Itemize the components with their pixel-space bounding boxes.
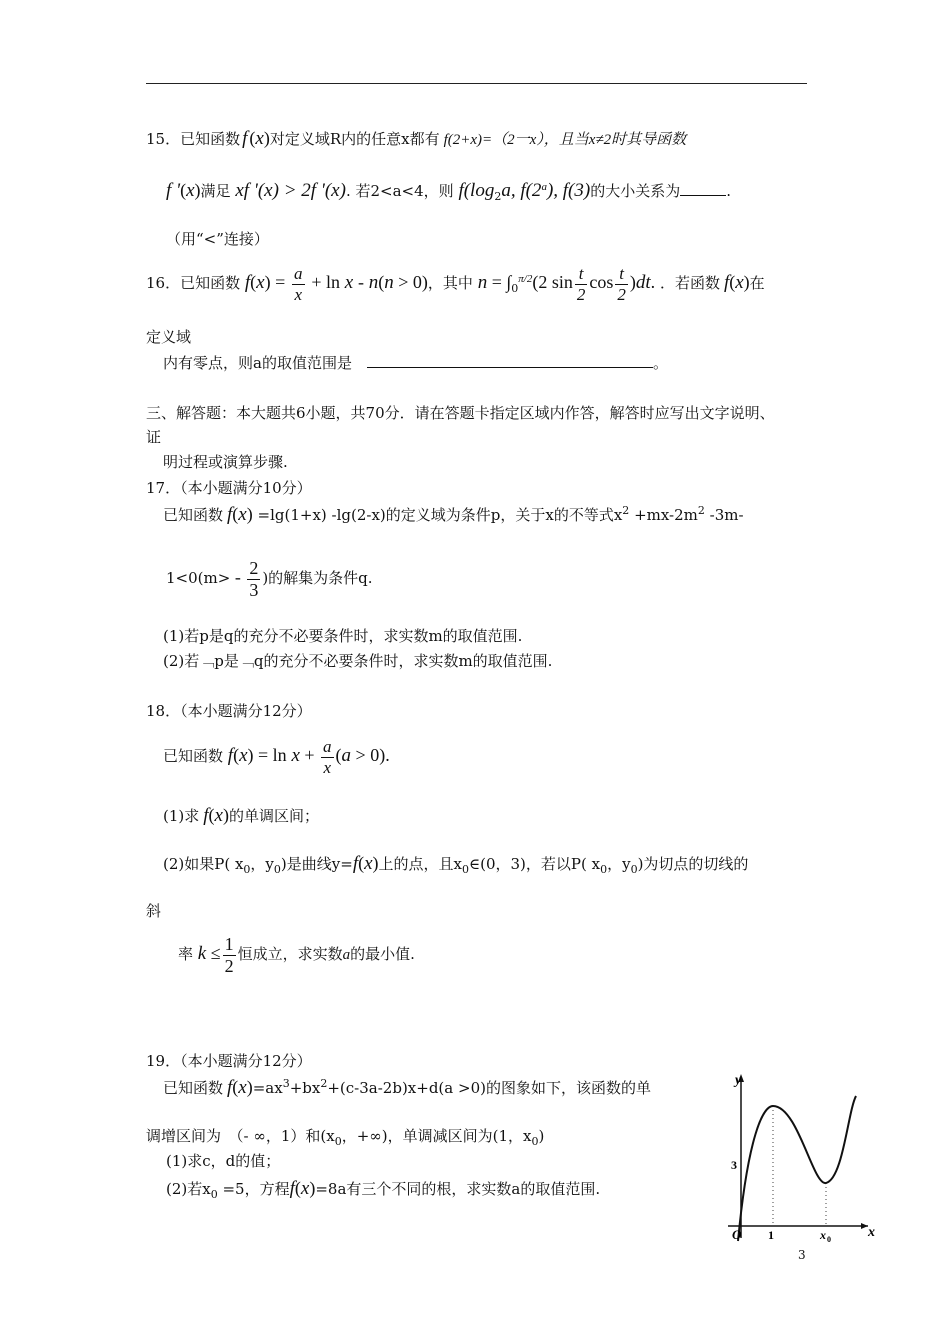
section3-line3: 明过程或演算步骤. [163, 453, 288, 471]
q18-sub3: 率 k ≤ $\frac{1}{2}$ 恒成立，求实数a的最小值. [178, 934, 415, 976]
y-tick-3: 3 [731, 1158, 737, 1172]
q15-line3: （用“<”连接） [166, 230, 269, 248]
q18-sub2-cont: 斜 [146, 902, 162, 920]
q17-line1: 已知函数 f(x) =lg(1+x) -lg(2-x)的定义域为条件p，关于x的不等式$x^2 +mx-2m^2$ -3m- [163, 504, 744, 525]
q18-sub1: (1)求 f(x)的单调区间； [163, 805, 319, 826]
header-rule [146, 83, 807, 84]
q18-title: 18．（本小题满分12分） [146, 702, 312, 720]
q15-line1: 15．已知函数 f (x)对定义域R内的任意x都有 f(2+x)=（2一x），且当x≠2时其导函数 [146, 128, 687, 149]
q16-line2: 定义域 [146, 328, 192, 346]
q19-title: 19．（本小题满分12分） [146, 1052, 312, 1070]
q16-line1: 16．已知函数 f(x) = $\frac{a}{x}$ + ln x - n(n > 0)，其中 $n = \int_0^{\pi/2}(2$ sin $\frac{t}{2}$ cos $\frac{t}{2}$ )dt. ．若函数 f(x)在 [146, 264, 765, 304]
x-tick-x0-subscript: 0 [827, 1235, 831, 1244]
x-axis-arrow [861, 1223, 868, 1229]
q16-line3: 内有零点，则a的取值范围是 。 [163, 354, 668, 372]
section3-line2: 证 [146, 428, 162, 446]
q19-sub2: (2)若$x_0 =5$，方程f(x)=8a有三个不同的根，求实数a的取值范围. [166, 1178, 601, 1201]
q17-title: 17．（本小题满分10分） [146, 479, 312, 497]
q15-line2: f '(x)满足 xf '(x) > 2f '(x). 若2<a<4，则 $f(\log_2a$, f(2$^a$), f(3)的大小关系为 . [166, 180, 731, 203]
q19-line2: 调增区间为 （- ∞，1）和($x_0$，+∞)，单调减区间为(1，$x_0$) [146, 1127, 545, 1148]
q17-sub1: (1)若p是q的充分不必要条件时，求实数m的取值范围. [163, 627, 523, 645]
q18-sub2: (2)如果P( $x_0$，$y_0$)是曲线y=f(x)上的点，且$x_0\in(0$，3)，若以P( $x_0$，$y_0$)为切点的切线的 [163, 853, 749, 876]
q19-line1: 已知函数 $f(x)=ax^3+bx^2+(c-3a-2b)x+d(a >0)$的图象如下，该函数的单 [163, 1077, 651, 1098]
cubic-curve [738, 1096, 856, 1241]
x-tick-1: 1 [768, 1228, 774, 1242]
q17-line2: 1<0(m> - $\frac{2}{3}$ )的解集为条件q. [166, 558, 373, 600]
function-graph [718, 1066, 878, 1244]
origin-label: O [732, 1227, 742, 1242]
x-tick-x0: x [820, 1228, 826, 1242]
q17-sub2: (2)若﹁p是﹁q的充分不必要条件时，求实数m的取值范围. [163, 652, 553, 670]
section3-line1: 三、解答题：本大题共6小题，共70分．请在答题卡指定区域内作答，解答时应写出文字说明、 [146, 404, 775, 422]
y-axis-label: y [735, 1073, 742, 1088]
q18-line1: 已知函数 f(x) = ln x + $\frac{a}{x}$ (a > 0). [163, 737, 390, 777]
q19-sub1: (1)求c，d的值； [166, 1152, 281, 1170]
page-number: 3 [798, 1248, 806, 1262]
x-axis-label: x [868, 1225, 875, 1240]
